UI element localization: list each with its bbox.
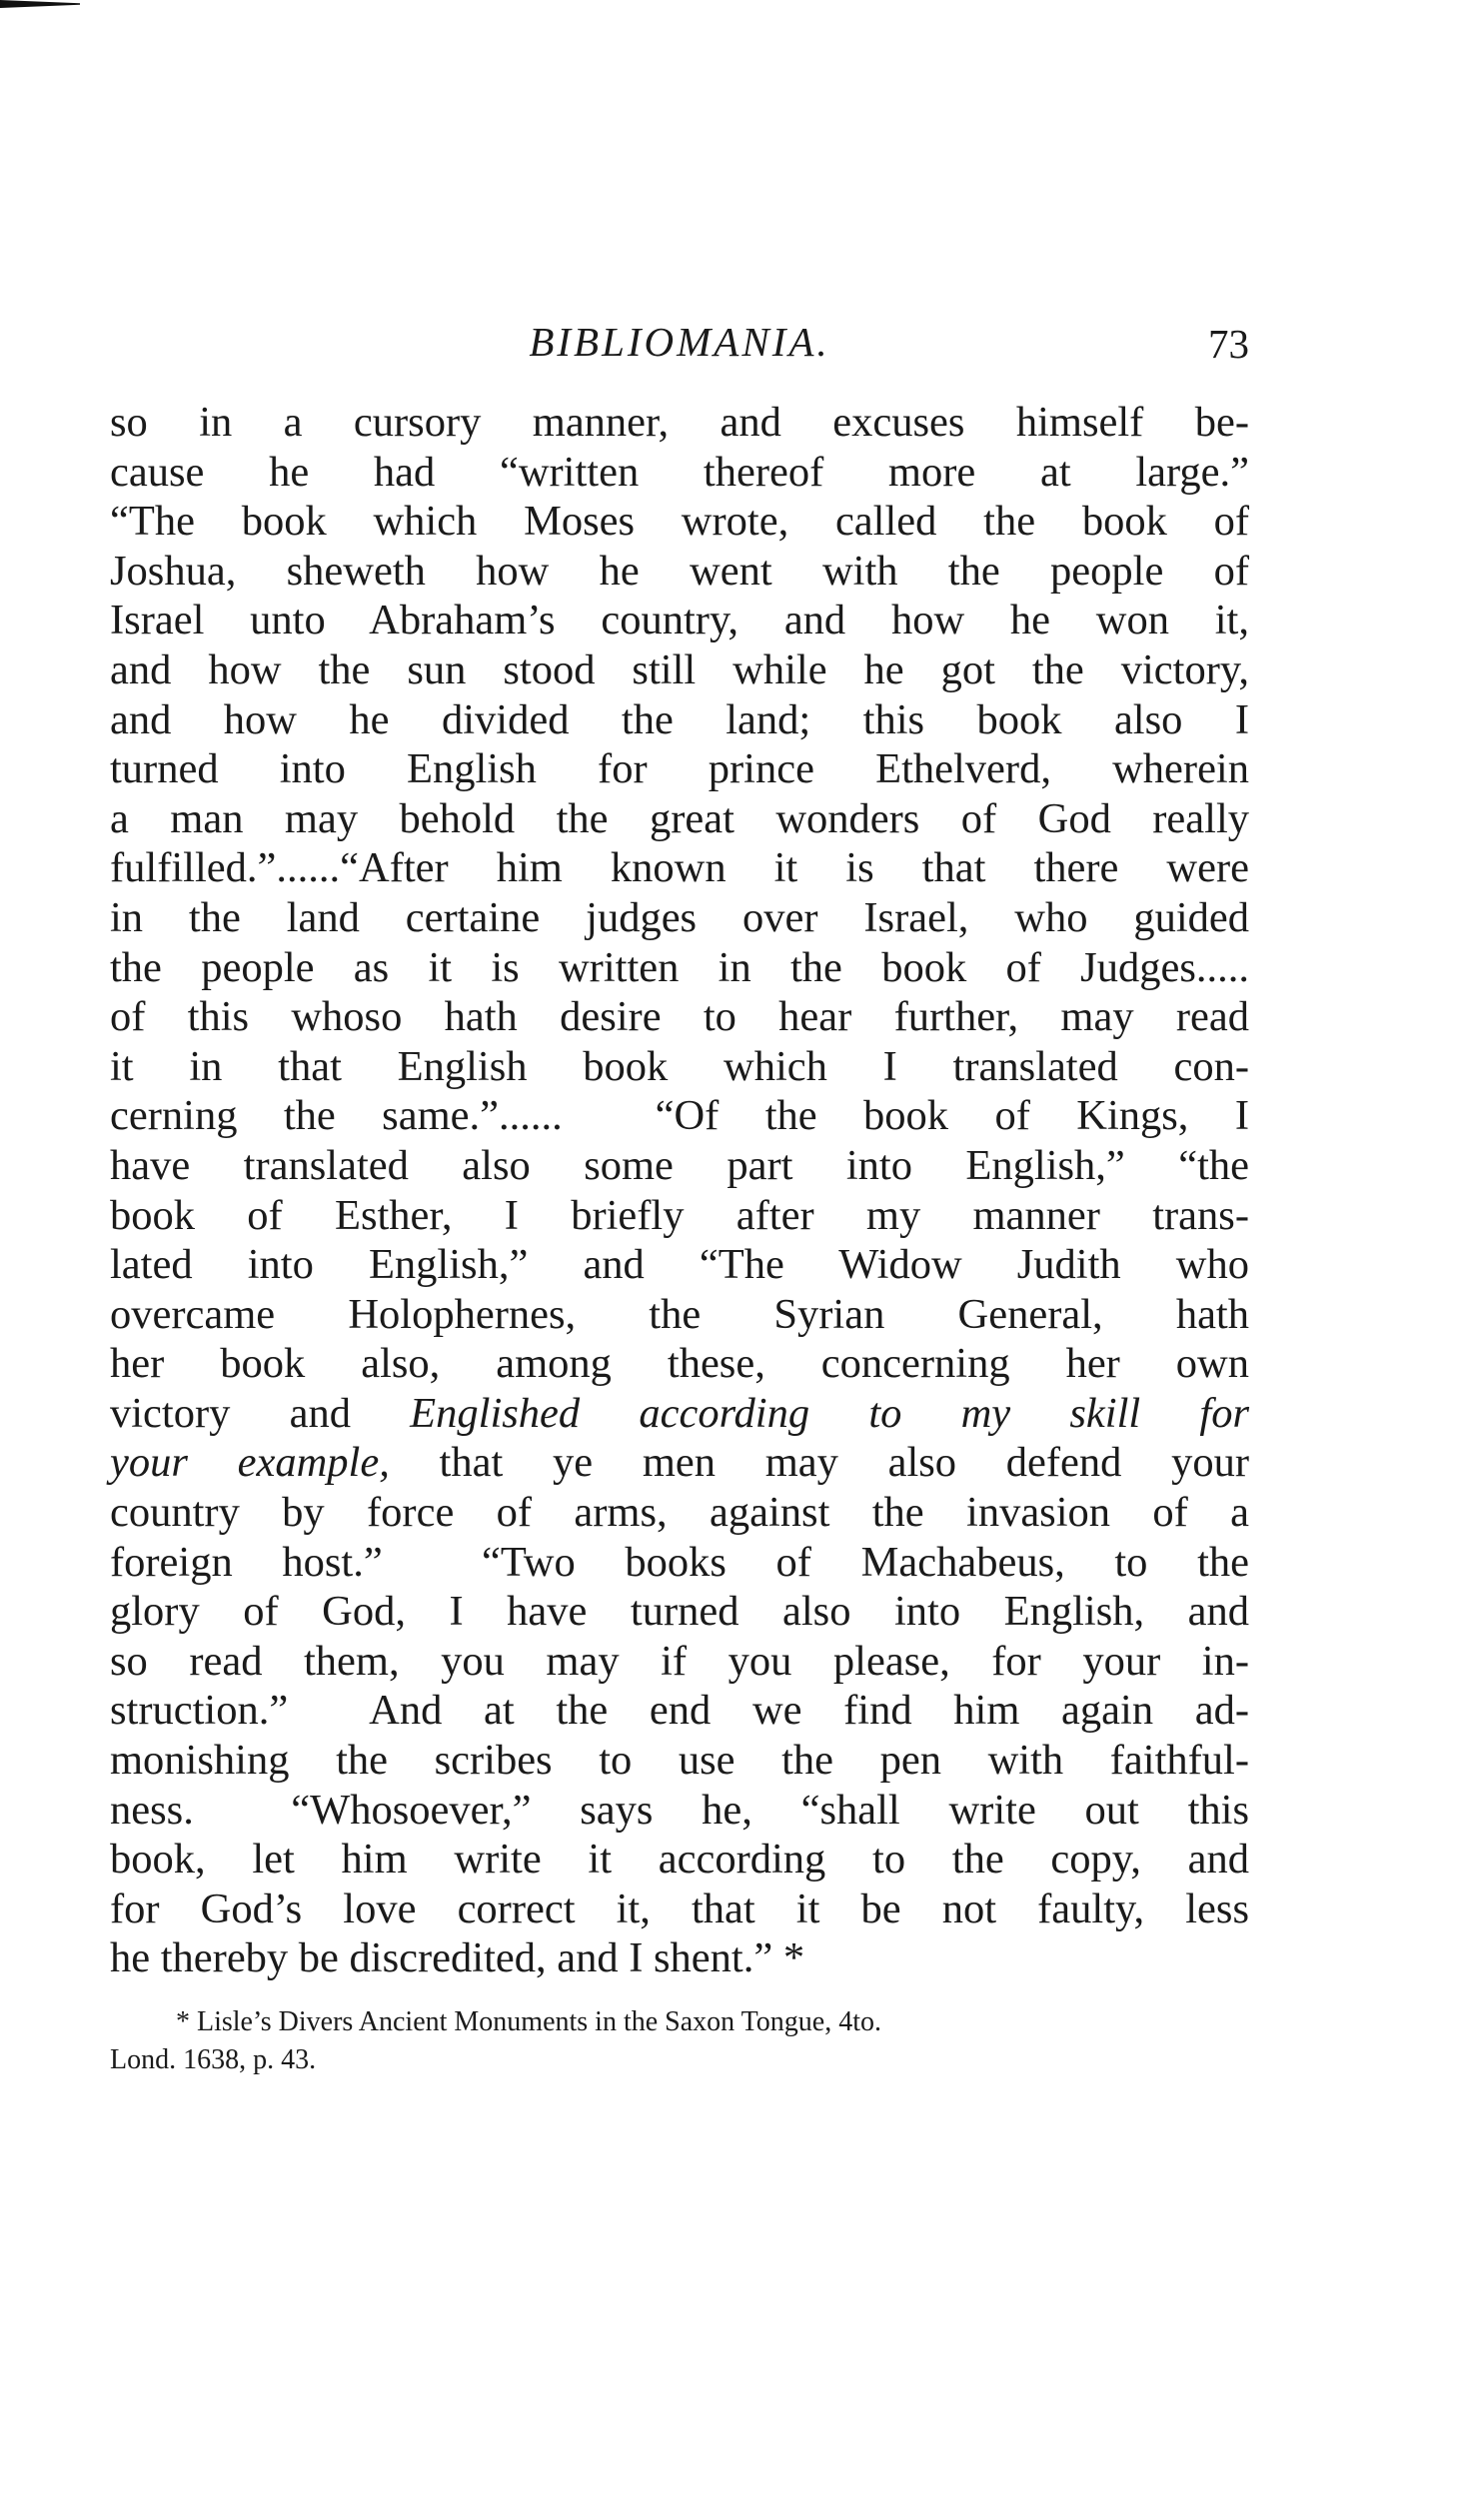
text-line: struction.” And at the end we find him again ad- — [110, 1687, 1249, 1735]
text-line: book of Esther, I briefly after my manner trans- — [110, 1191, 1249, 1239]
text-line: so in a cursory manner, and excuses himself be- — [110, 399, 1249, 446]
italic-text-run: Englished according to my skill for — [410, 1389, 1249, 1437]
footnote-line: * Lisle’s Divers Ancient Monuments in the Saxon Tongue, 4to. — [176, 2006, 882, 2037]
text-line: her book also, among these, concerning her own — [110, 1340, 1249, 1388]
body-text — [110, 398, 1249, 1983]
text-line-last: he thereby be discredited, and I shent.” * — [110, 1934, 805, 1982]
page-number: 73 — [1208, 321, 1249, 367]
text-line: for God’s love correct it, that it be not faulty, less — [110, 1885, 1249, 1932]
text-line: book, let him write it according to the copy, and — [110, 1836, 1249, 1884]
text-line: lated into English,” and “The Widow Judith who — [110, 1241, 1249, 1289]
text-line: and how the sun stood still while he got the victory, — [110, 645, 1249, 693]
text-run: victory and — [110, 1389, 411, 1437]
footnote — [110, 2003, 1249, 2079]
italic-text-run: your example, — [110, 1439, 390, 1487]
text-line — [110, 1389, 1249, 1439]
page-header — [110, 318, 1249, 378]
text-line: have translated also some part into English,” “the — [110, 1141, 1249, 1189]
text-line: fulfilled.”......“After him known it is that there were — [110, 844, 1249, 892]
text-line: “The book which Moses wrote, called the book of — [110, 498, 1249, 546]
text-line: cause he had “written thereof more at large.” — [110, 448, 1249, 496]
text-line: in the land certaine judges over Israel, who guided — [110, 893, 1249, 941]
text-line: foreign host.” “Two books of Machabeus, to the — [110, 1538, 1249, 1586]
text-line: monishing the scribes to use the pen with faithful- — [110, 1737, 1249, 1785]
text-line: the people as it is written in the book of Judges..... — [110, 943, 1249, 991]
text-line: turned into English for prince Ethelverd, wherein — [110, 745, 1249, 793]
text-line: overcame Holophernes, the Syrian General, hath — [110, 1290, 1249, 1338]
text-line: Israel unto Abraham’s country, and how he won it, — [110, 597, 1249, 644]
text-run: that ye men may also defend your — [389, 1439, 1249, 1487]
footnote-line: Lond. 1638, p. 43. — [110, 2044, 317, 2075]
scan-corner-mark — [0, 0, 80, 8]
text-line: ness. “Whosoever,” says he, “shall write out this — [110, 1786, 1249, 1834]
text-line: glory of God, I have turned also into English, and — [110, 1588, 1249, 1636]
text-line: Joshua, sheweth how he went with the people of — [110, 547, 1249, 595]
text-line: a man may behold the great wonders of God really — [110, 794, 1249, 842]
text-line: it in that English book which I translated con- — [110, 1042, 1249, 1090]
running-head: BIBLIOMANIA. — [529, 319, 830, 365]
text-line: so read them, you may if you please, for your in- — [110, 1637, 1249, 1685]
text-line: country by force of arms, against the invasion of a — [110, 1489, 1249, 1537]
text-line — [110, 1438, 1249, 1488]
text-line: and how he divided the land; this book also I — [110, 695, 1249, 743]
text-line: of this whoso hath desire to hear further, may read — [110, 993, 1249, 1041]
text-line: cerning the same.”...... “Of the book of Kings, I — [110, 1092, 1249, 1140]
